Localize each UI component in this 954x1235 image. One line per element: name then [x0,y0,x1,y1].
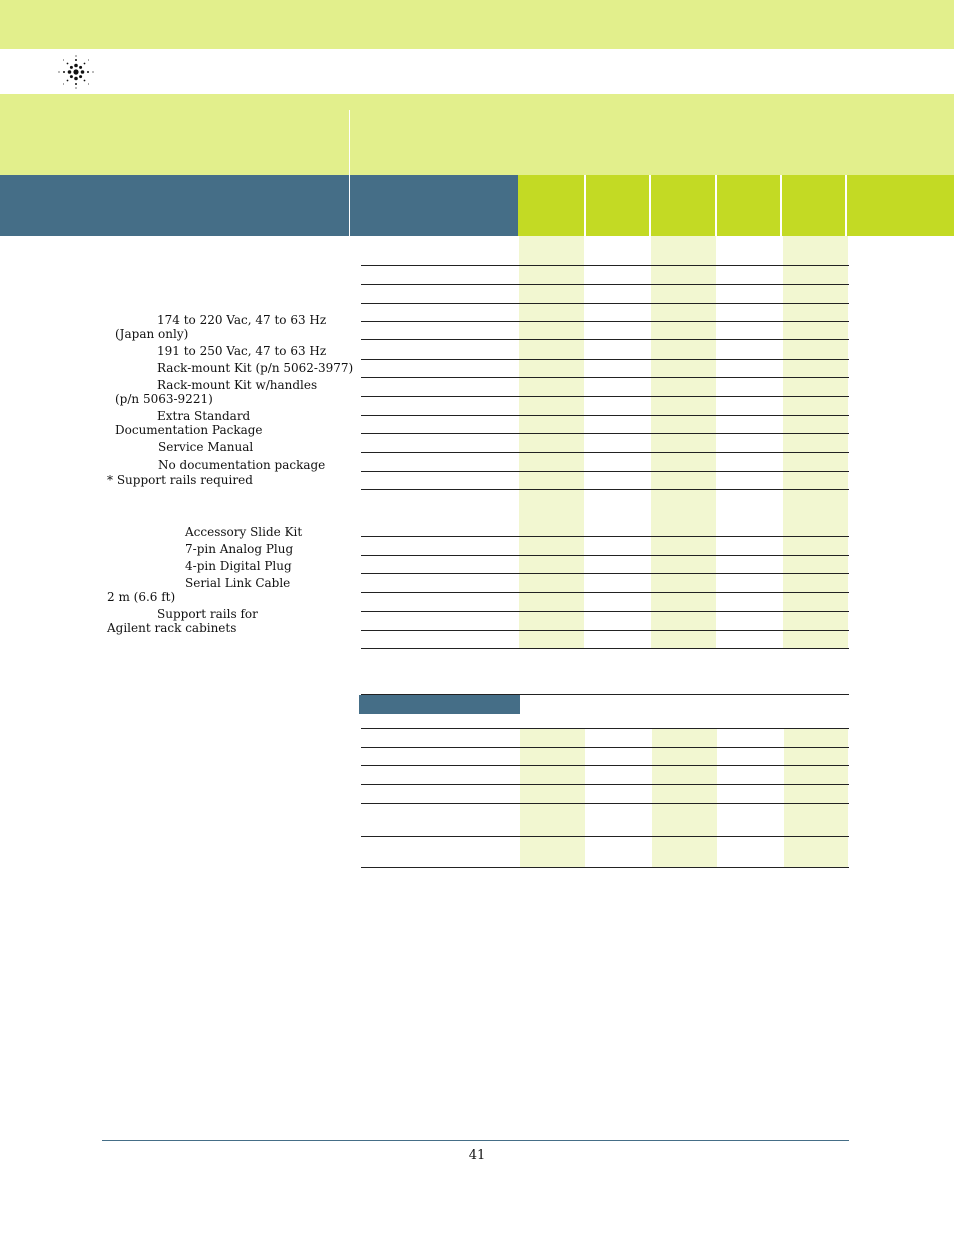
header-cell-green-6 [847,175,954,236]
table2-row-rule [361,803,849,804]
table2-shade-col-1 [520,728,585,867]
table1-row-rule [361,415,849,416]
table1-shade-col-3 [651,236,716,648]
option-label-line1: Extra Standard [157,409,251,423]
table2-shade-col-5 [784,728,848,867]
header-cell-green-1 [518,175,584,236]
table1-row-rule [361,265,849,266]
table1-row-rule [361,592,849,593]
table1-row-rule [361,489,849,490]
option-label-line1: Service Manual [158,440,254,454]
header-cell-green-3 [651,175,715,236]
header-cell-green-4 [717,175,780,236]
table1-row-rule [361,284,849,285]
option-label-line1: Rack-mount Kit (p/n 5062-3977) [157,361,354,375]
table2-row-rule [361,728,849,729]
table2-row-rule [361,747,849,748]
table1-row-rule [361,648,849,649]
logo-band [0,49,954,94]
table1-row-rule [361,536,849,537]
table1-row-rule [361,452,849,453]
agilent-spark-icon [56,54,96,90]
header-cell-green-5 [782,175,845,236]
table1-row-rule [361,396,849,397]
table2-section-bar [359,695,520,714]
table2-row-rule [361,836,849,837]
table1-row-rule [361,555,849,556]
table2-row-rule [361,867,849,868]
top-color-band [0,0,954,49]
accessory-label-line1: 7-pin Analog Plug [185,542,294,556]
table1-row-rule [361,359,849,360]
table1-row-rule [361,630,849,631]
table1-shade-col-1 [519,236,584,648]
option-label-line1: 174 to 220 Vac, 47 to 63 Hz [157,313,327,327]
accessory-label-line1: Accessory Slide Kit [185,525,303,539]
accessory-label-line2: Agilent rack cabinets [107,621,237,635]
option-label-line1: No documentation package [158,458,326,472]
page-number: 41 [468,1148,486,1163]
title-band [0,94,954,175]
table2-row-rule [361,784,849,785]
option-label-line2: Documentation Package [115,423,263,437]
table1-row-rule [361,471,849,472]
footer-rule [102,1140,849,1141]
table1-row-rule [361,611,849,612]
table2-row-rule [361,765,849,766]
accessory-label-line1: 4-pin Digital Plug [185,559,292,573]
option-label-line1: 191 to 250 Vac, 47 to 63 Hz [157,344,327,358]
accessory-label-line2: 2 m (6.6 ft) [107,590,176,604]
header-cell-blue-1 [0,175,349,236]
options-footnote: * Support rails required [107,473,253,487]
table1-row-rule [361,321,849,322]
accessory-label-line1: Support rails for [157,607,258,621]
option-label-line1: Rack-mount Kit w/handles [157,378,318,392]
table1-row-rule [361,303,849,304]
accessory-label-line1: Serial Link Cable [185,576,291,590]
table1-row-rule [361,377,849,378]
table1-row-rule [361,573,849,574]
header-cell-green-2 [586,175,649,236]
header-cell-blue-2 [350,175,518,236]
table1-shade-col-5 [783,236,848,648]
table1-row-rule [361,433,849,434]
option-label-line2: (p/n 5063-9221) [115,392,213,406]
table2-shade-col-3 [652,728,717,867]
title-divider [349,110,350,175]
table1-row-rule [361,339,849,340]
option-label-line2: (Japan only) [115,327,189,341]
